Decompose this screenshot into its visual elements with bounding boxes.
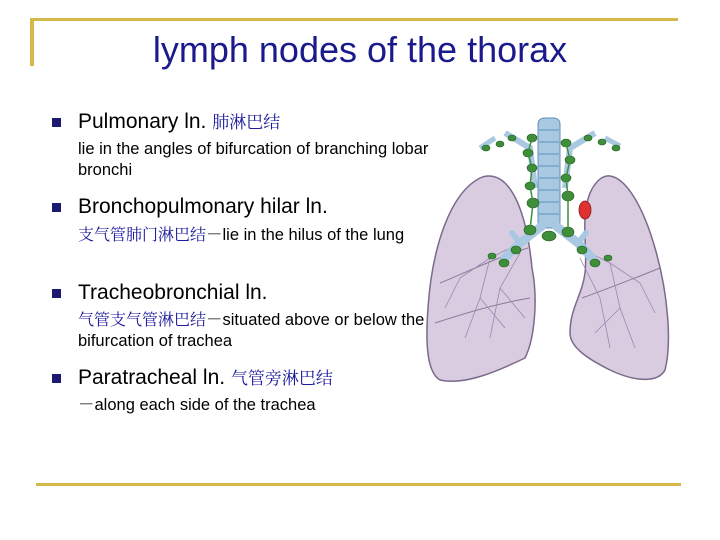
- item-description-paratracheal: [78, 394, 438, 416]
- frame-accent-top: [30, 18, 678, 21]
- description-text: －situated above or below the bifurcation of trachea: [78, 311, 425, 350]
- bullet-marker: [52, 203, 61, 212]
- slide-title: lymph nodes of the thorax: [152, 29, 568, 70]
- heading-text: Paratracheal ln.: [78, 366, 231, 389]
- heading-text: Tracheobronchial ln.: [78, 281, 268, 304]
- item-description-pulmonary: [78, 138, 438, 181]
- heading-chinese: 气管旁淋巴结: [230, 369, 333, 389]
- item-heading-pulmonary: [78, 109, 280, 136]
- description-text: －lie in the hilus of the lung: [206, 226, 405, 244]
- description-chinese: 气管支气管淋巴结: [78, 310, 207, 329]
- item-heading-paratracheal: [78, 365, 333, 392]
- bullet-marker: [52, 118, 61, 127]
- description-text: lie in the angles of bifurcation of branching lobar bronchi: [78, 140, 429, 179]
- heading-chinese: 肺淋巴结: [212, 113, 281, 133]
- item-description-tracheobronchial: [78, 309, 438, 352]
- item-heading-tracheobronchial: [78, 280, 268, 307]
- bullet-marker: [52, 374, 61, 383]
- description-chinese: 支气管肺门淋巴结: [78, 225, 207, 244]
- trachea: [538, 118, 560, 228]
- bullet-marker: [52, 289, 61, 298]
- description-text: －along each side of the trachea: [78, 396, 316, 414]
- heading-text: Pulmonary ln.: [78, 110, 213, 133]
- highlighted-lymph-node: [579, 201, 591, 219]
- frame-accent-bottom: [36, 483, 681, 486]
- right-lung: [427, 176, 535, 381]
- thorax-lymph-nodes-illustration: [420, 108, 675, 388]
- heading-text: Bronchopulmonary hilar ln.: [78, 195, 328, 218]
- item-description-bronchopulmonary: [78, 224, 438, 246]
- item-heading-bronchopulmonary: [78, 194, 328, 221]
